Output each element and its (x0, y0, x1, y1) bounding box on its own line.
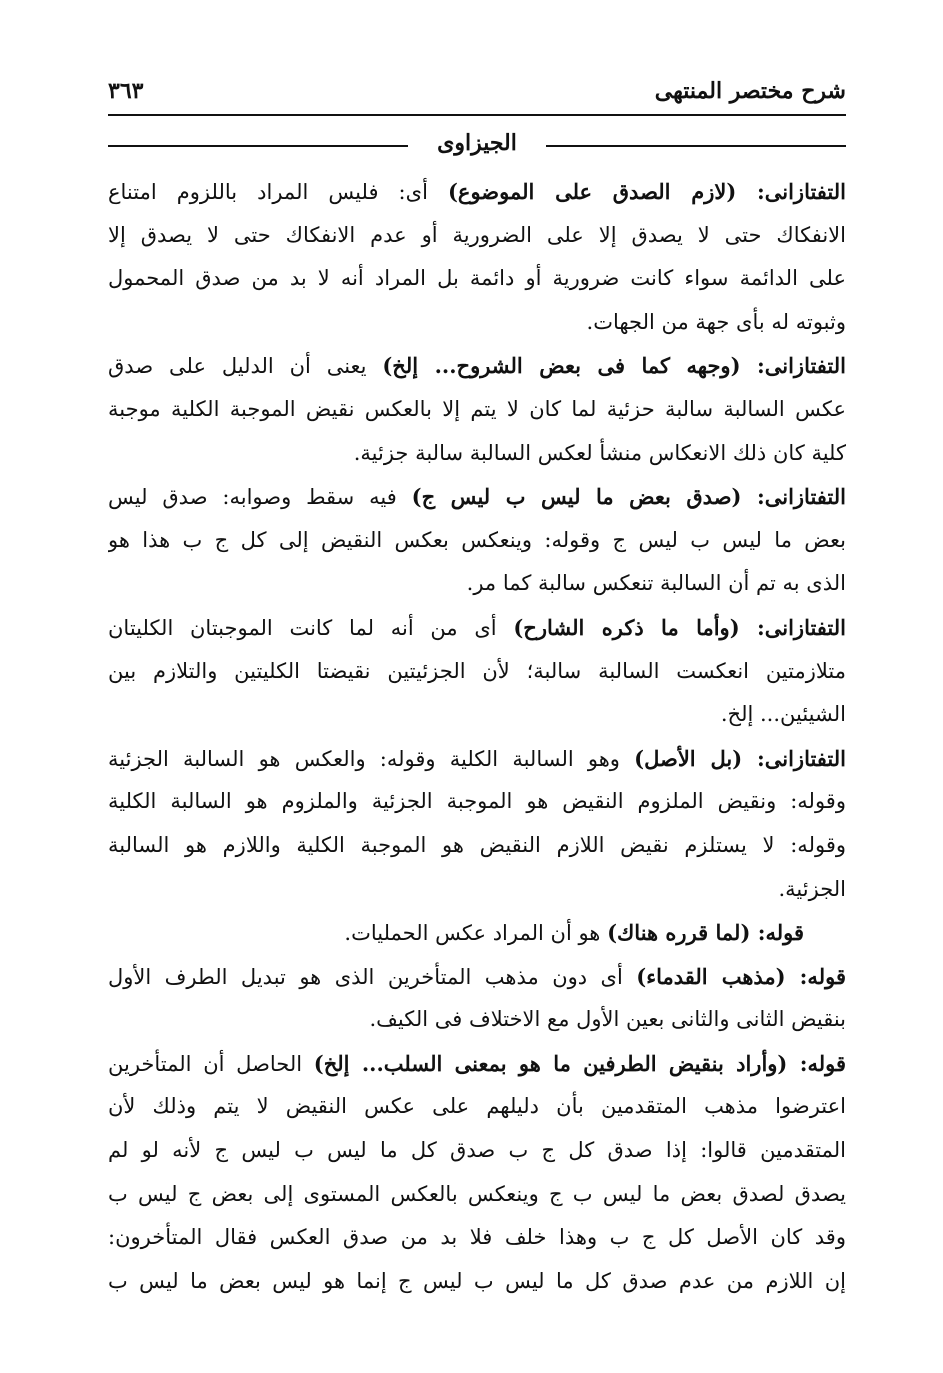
line-text: وقد كان الأصل كل ج ب وهذا خلف فلا بد من صدق العكس فقال المتأخرون: (108, 1225, 846, 1250)
line-text: بنقيض الثانى والثانى بعين الأول مع الاختلاف فى الكيف. (369, 1007, 846, 1032)
text-line (108, 388, 846, 432)
line-text: يعنى أن الدليل على صدق (108, 354, 383, 379)
line-text: هو أن المراد عكس الحمليات. (344, 921, 608, 946)
section-title: الجيزاوى (437, 130, 517, 156)
bold-lemma: قوله: (مذهب القدماء) (636, 963, 846, 989)
section-rule-right (546, 145, 846, 147)
bold-lemma: قوله: (وأراد بنقيض الطرفين ما هو بمعنى السلب... إلخ) (313, 1050, 846, 1076)
line-text: المتقدمين قالوا: إذا صدق كل ج ب صدق كل ما ليس ب ليس ج لأنه لو لم (108, 1138, 846, 1163)
text-line (108, 911, 846, 955)
line-text: أى: فليس المراد باللزوم امتناع (108, 180, 448, 204)
page-header (108, 76, 846, 112)
text-line (108, 562, 846, 606)
line-text: فيه سقط وصوابه: صدق ليس (108, 485, 412, 510)
text-line (108, 868, 846, 912)
header-rule (108, 114, 846, 116)
page-number: ٣٦٣ (108, 78, 144, 104)
section-rule-left (108, 145, 408, 147)
line-text: اعترضوا مذهب المتقدمين بأن دليلهم على عكس النقيض لا يتم وذلك لأن (108, 1094, 846, 1119)
text-line (108, 606, 846, 650)
bold-lemma: التفتازانى: (وجهه كما فى بعض الشروح... إلخ) (382, 353, 846, 379)
text-line (108, 1216, 846, 1260)
line-text: الذى به تم أن السالبة تنعكس سالبة كما مر. (466, 571, 846, 596)
line-text: الشيئين... إلخ. (720, 702, 846, 727)
bold-lemma: التفتازانى: (صدق بعض ما ليس ب ليس ج) (411, 484, 846, 510)
line-text: الحاصل أن المتأخرين (108, 1051, 314, 1076)
line-text: على الدائمة سواء كانت ضرورية أو دائمة بل المراد أنه لا بد من صدق المحمول (108, 266, 846, 291)
text-line (108, 955, 846, 999)
text-line (108, 214, 846, 258)
line-text: وثبوته له بأى جهة من الجهات. (586, 309, 846, 334)
text-line (108, 1129, 846, 1173)
bold-lemma: قوله: (لما قرره هناك) (607, 920, 804, 946)
section-heading (108, 130, 846, 160)
bold-lemma: التفتازانى: (لازم الصدق على الموضوع) (447, 179, 846, 204)
text-line (108, 780, 846, 824)
text-line (108, 301, 846, 345)
text-line (108, 1173, 846, 1217)
text-line (108, 432, 846, 476)
running-title: شرح مختصر المنتهى (654, 78, 846, 104)
bold-lemma: التفتازانى: (وأما ما ذكره الشارح) (513, 614, 846, 640)
text-line (108, 475, 846, 519)
text-line (108, 344, 846, 388)
bold-lemma: التفتازانى: (بل الأصل) (634, 745, 846, 771)
text-line (108, 257, 846, 301)
text-line (108, 693, 846, 737)
line-text: عكس السالبة سالبة حزئية لما كان لا يتم إلا بالعكس نقيض الموجبة الكلية موجبة (108, 396, 846, 421)
line-text: وقوله: ونقيض الملزوم النقيض هو الموجبة الجزئية والملزوم هو السالبة الكلية (108, 789, 846, 814)
text-line (108, 824, 846, 868)
line-text: متلازمتين انعكست السالبة سالبة؛ لأن الجزئيتين نقيضتا الكليتين والتلازم بين (108, 658, 846, 683)
line-text: أى من أنه لما كانت الموجبتان الكليتان (108, 615, 514, 640)
text-line (108, 650, 846, 694)
line-text: الجزئية. (778, 876, 846, 901)
text-line (108, 519, 846, 563)
line-text: وقوله: لا يستلزم نقيض اللازم النقيض هو الموجبة الكلية واللازم هو السالبة (108, 832, 846, 857)
text-line (108, 1260, 846, 1304)
line-text: الانفكاك حتى لا يصدق إلا على الضرورية أو عدم الانفكاك حتى لا يصدق إلا (108, 222, 846, 247)
line-text: كلية كان ذلك الانعكاس منشأ لعكس السالبة سالبة جزئية. (353, 440, 846, 465)
text-line (108, 998, 846, 1042)
line-text: يصدق لصدق بعض ما ليس ب ج وينعكس بالعكس المستوى إلى بعض ج ليس ب (108, 1181, 846, 1206)
text-line (108, 170, 846, 214)
line-text: أى دون مذهب المتأخرين الذى هو تبديل الطرف الأول (108, 964, 637, 989)
line-text: إن اللازم من عدم صدق كل ما ليس ب ليس ج إنما هو ليس بعض ما ليس ب (108, 1268, 846, 1293)
body-text (108, 170, 846, 1303)
line-text: وهو السالبة الكلية وقوله: والعكس هو السالبة الجزئية (108, 746, 635, 771)
text-line (108, 737, 846, 781)
text-line (108, 1042, 846, 1086)
line-text: بعض ما ليس ب ليس ج وقوله: وينعكس بعكس النقيض إلى كل ج ب هذا هو (108, 527, 846, 552)
text-line (108, 1085, 846, 1129)
